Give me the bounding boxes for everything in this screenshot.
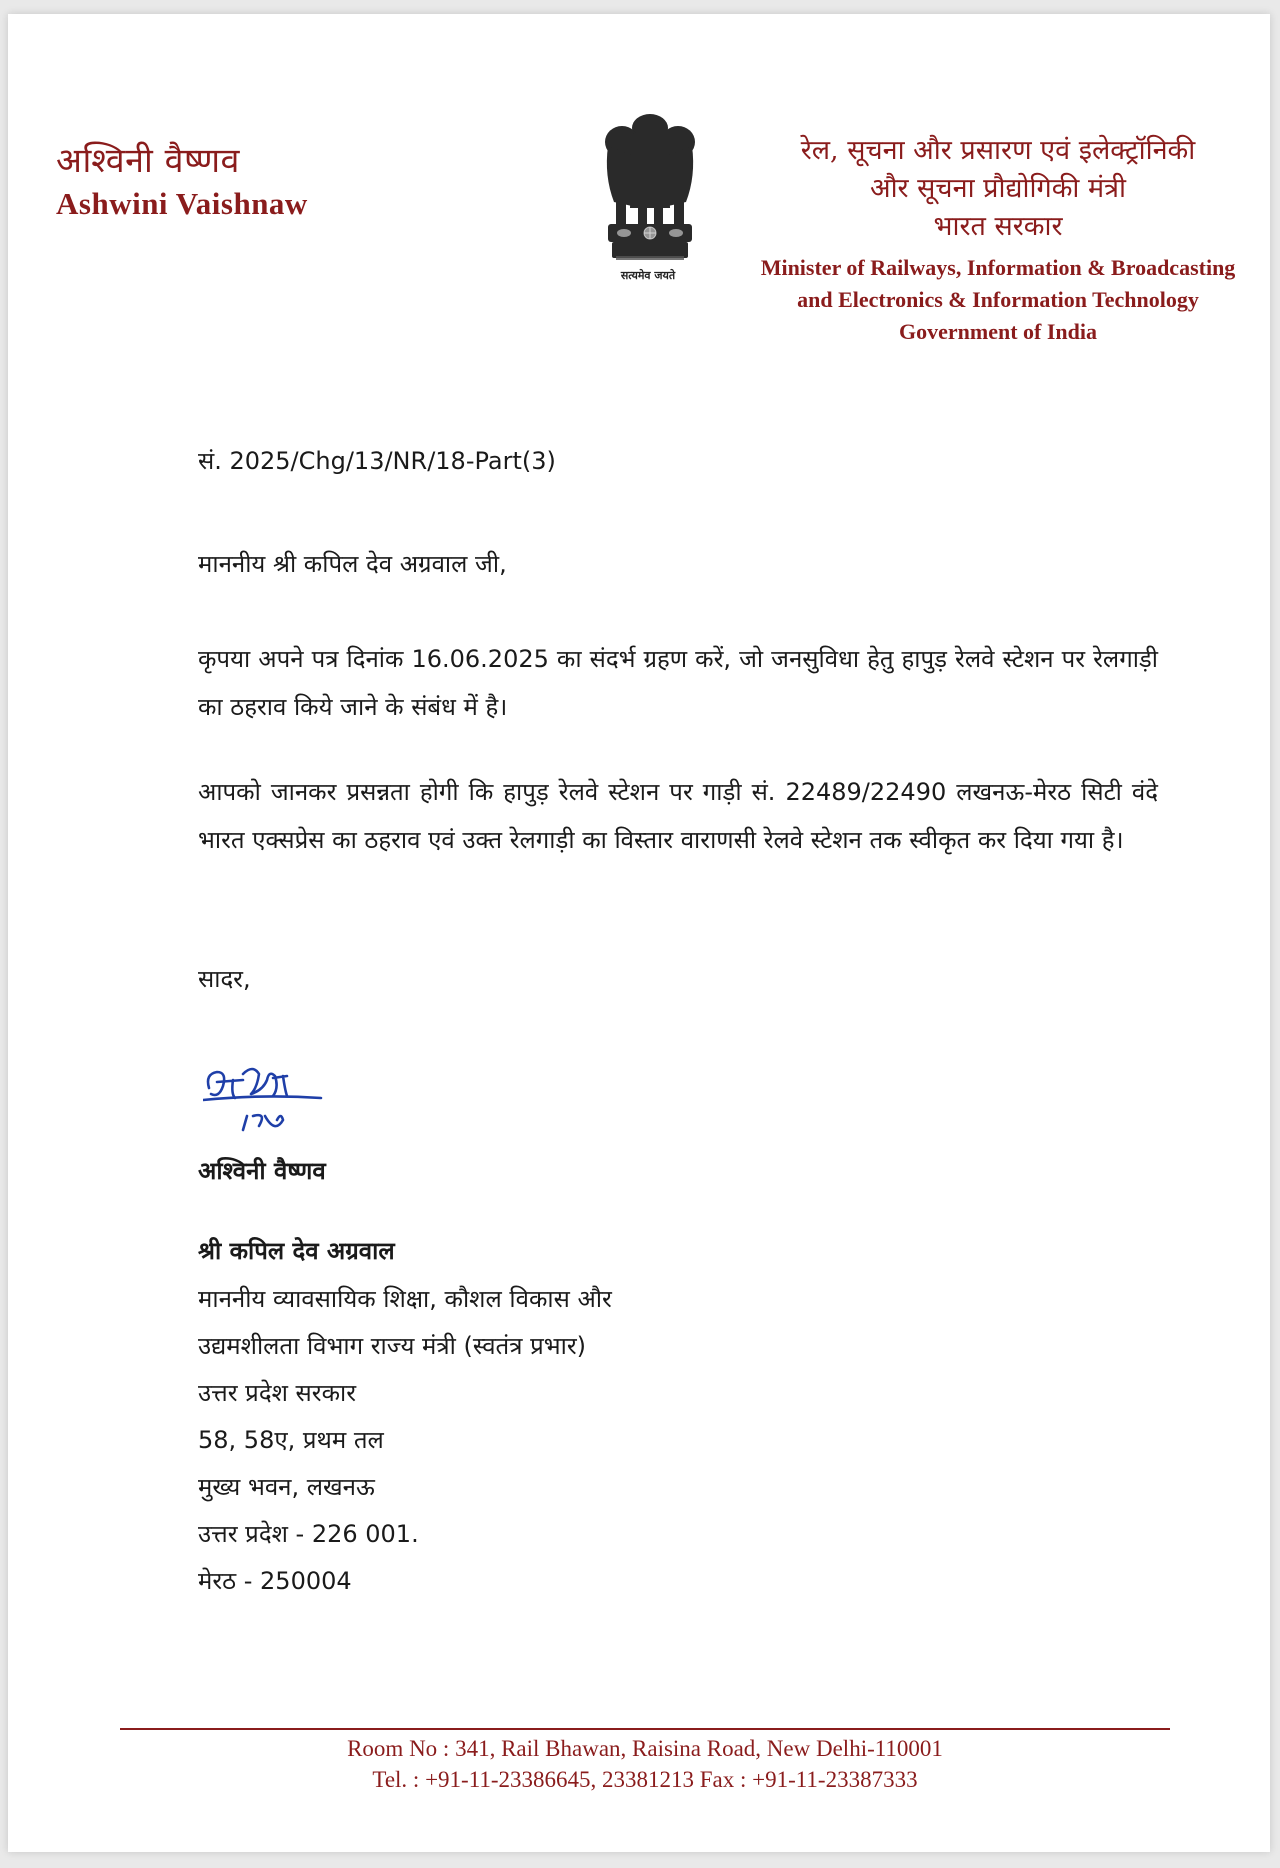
recipient-line-5: मुख्य भवन, लखनऊ — [198, 1473, 375, 1501]
paragraph-1: कृपया अपने पत्र दिनांक 16.06.2025 का संदर्भ ग्रहण करें, जो जनसुविधा हेतु हापुड़ रेलवे स्टेशन पर रेलगाड़ी का ठहराव किये जाने के संबंध में है। — [198, 645, 1158, 721]
recipient-line-7: मेरठ - 250004 — [198, 1567, 352, 1595]
letter-page — [8, 14, 1270, 1852]
title-hindi-line1: रेल, सूचना और प्रसारण एवं इलेक्ट्रॉनिकी — [800, 135, 1196, 166]
title-english-line1: Minister of Railways, Information & Broadcasting — [760, 255, 1236, 280]
recipient-line-3: उत्तर प्रदेश सरकार — [198, 1379, 357, 1407]
footer-contact: Tel. : +91-11-23386645, 23381213 Fax : +91-11-23387333 — [372, 1767, 918, 1792]
minister-name-english: Ashwini Vaishnaw — [56, 186, 308, 221]
title-hindi-line2: और सूचना प्रौद्योगिकी मंत्री — [869, 173, 1127, 204]
footer-divider — [120, 1728, 1170, 1730]
footer-address: Room No : 341, Rail Bhawan, Raisina Road, New Delhi-110001 — [347, 1736, 943, 1761]
signature-icon — [203, 1054, 333, 1149]
closing: सादर, — [198, 965, 251, 993]
recipient-name: श्री कपिल देव अग्रवाल — [198, 1237, 395, 1265]
recipient-line-6: उत्तर प्रदेश - 226 001. — [198, 1520, 419, 1548]
reference-number: सं. 2025/Chg/13/NR/18-Part(3) — [198, 447, 556, 475]
recipient-line-1: माननीय व्यावसायिक शिक्षा, कौशल विकास और — [198, 1285, 612, 1313]
paragraph-2: आपको जानकर प्रसन्नता होगी कि हापुड़ रेलवे स्टेशन पर गाड़ी सं. 22489/22490 लखनऊ-मेरठ सिटी वंदे भारत एक्सप्रेस का ठहराव एवं उक्त रेलगाड़ी का विस्तार वाराणसी रेलवे स्टेशन तक स्वीकृत कर दिया गया है। — [198, 778, 1158, 854]
minister-title-block — [753, 132, 1243, 348]
title-english-line3: Government of India — [899, 319, 1097, 344]
salutation: माननीय श्री कपिल देव अग्रवाल जी, — [198, 550, 507, 578]
title-hindi-line3: भारत सरकार — [933, 211, 1063, 242]
minister-name-hindi: अश्विनी वैष्णव — [56, 141, 240, 181]
sender-name: अश्विनी वैष्णव — [198, 1157, 326, 1185]
recipient-line-4: 58, 58ए, प्रथम तल — [198, 1426, 384, 1454]
title-english-line2: and Electronics & Information Technology — [797, 287, 1199, 312]
recipient-line-2: उद्यमशीलता विभाग राज्य मंत्री (स्वतंत्र प्रभार) — [198, 1332, 587, 1360]
emblem-motto: सत्यमेव जयते — [620, 269, 676, 282]
